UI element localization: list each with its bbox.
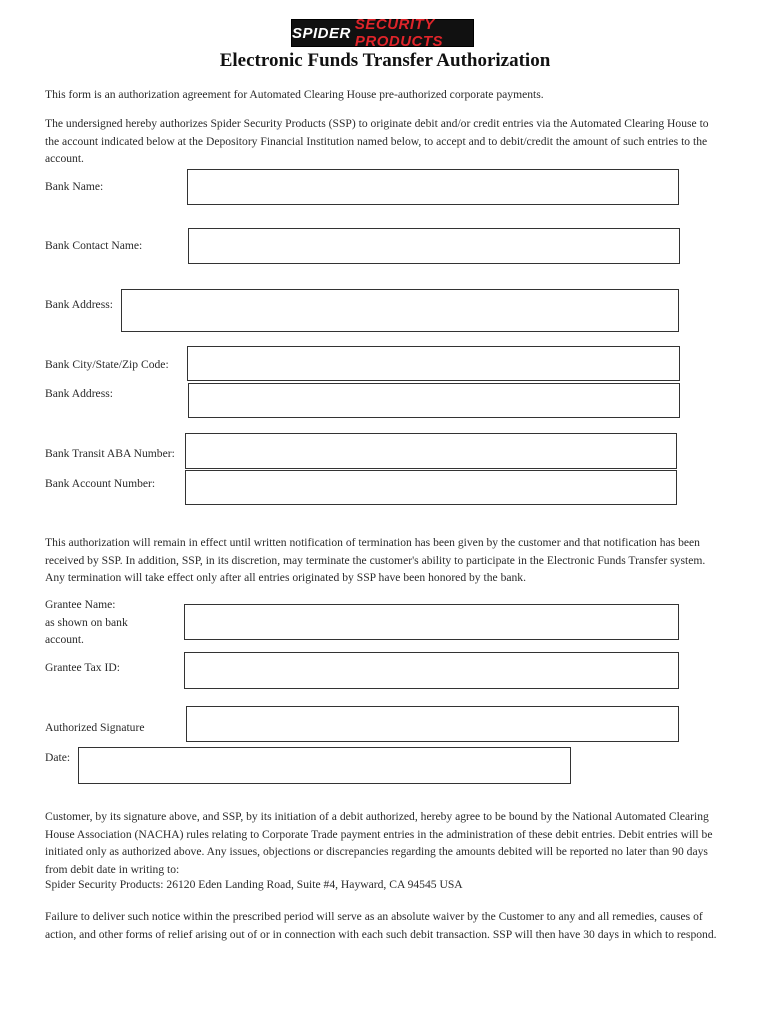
- authorized-signature-label: Authorized Signature: [45, 721, 145, 734]
- bank-name-label: Bank Name:: [45, 180, 104, 193]
- bank-address-2-label: Bank Address:: [45, 387, 113, 400]
- failure-text: Failure to deliver such notice within the prescribed period will serve as an absolute waiver by the Customer to any and all remedies, causes of action, and other forms of relief arising out of or in connection with each such debit transaction. SSP will then have 30 days in which to respond.: [45, 910, 717, 941]
- company-logo: [291, 16, 474, 50]
- bank-account-number-field[interactable]: [185, 470, 677, 505]
- bank-contact-name-field[interactable]: [188, 228, 680, 264]
- grantee-name-field[interactable]: [184, 604, 679, 640]
- logo-text-spider: SPIDER: [292, 24, 351, 42]
- grantee-name-label-line2: as shown on bank: [45, 615, 128, 629]
- bank-address-2-field[interactable]: [188, 383, 680, 418]
- authorization-text: The undersigned hereby authorizes Spider Security Products (SSP) to originate debit and/or credit entries via the Automated Clearing House to the account indicated below at the Depository Financial Institution named below, to accept and to debit/credit the amount of such entries to the account.: [45, 117, 709, 165]
- address-line: Spider Security Products: 26120 Eden Landing Road, Suite #4, Hayward, CA 94545 USA: [45, 878, 463, 891]
- agreement-text: Customer, by its signature above, and SSP, by its initiation of a debit authorized, hereby agree to be bound by the National Automated Clearing House Association (NACHA) rules relating to Corporate Trade payment entries in the administration of these debit entries. Debit entries will be initiated only as authorized above. Any issues, objections or discrepancies regarding the amounts debited will be reported no later than 90 days from debit date in writing to:: [45, 810, 713, 876]
- grantee-tax-id-label: Grantee Tax ID:: [45, 661, 120, 674]
- bank-account-number-label: Bank Account Number:: [45, 477, 156, 490]
- grantee-name-label-line3: account.: [45, 633, 84, 646]
- bank-city-state-zip-label: Bank City/State/Zip Code:: [45, 358, 169, 371]
- bank-city-state-zip-field[interactable]: [187, 346, 680, 381]
- authorized-signature-field[interactable]: [186, 706, 679, 742]
- page-title: Electronic Funds Transfer Authorization: [219, 50, 551, 71]
- date-field[interactable]: [78, 747, 571, 784]
- bank-contact-name-label: Bank Contact Name:: [45, 239, 143, 252]
- bank-transit-aba-label: Bank Transit ABA Number:: [45, 447, 175, 460]
- grantee-tax-id-field[interactable]: [184, 652, 679, 689]
- date-label: Date:: [45, 751, 71, 764]
- bank-name-field[interactable]: [187, 169, 679, 205]
- grantee-name-label-line1: Grantee Name:: [45, 598, 116, 611]
- bank-address-label: Bank Address:: [45, 298, 113, 311]
- intro-text: This form is an authorization agreement for Automated Clearing House pre-authorized corporate payments.: [45, 88, 544, 101]
- grantee-name-label: [45, 596, 128, 649]
- logo-text-security-products: SECURITY PRODUCTS: [354, 16, 444, 50]
- termination-text: This authorization will remain in effect until written notification of termination has been given by the customer and that notification has been received by SSP. In addition, SSP, in its discretion, may terminate the customer's ability to participate in the Electronic Funds Transfer system. Any termination will take effect only after all entries originated by SSP have been honored by the bank.: [45, 536, 706, 584]
- bank-address-field[interactable]: [121, 289, 679, 332]
- bank-transit-aba-field[interactable]: [185, 433, 677, 469]
